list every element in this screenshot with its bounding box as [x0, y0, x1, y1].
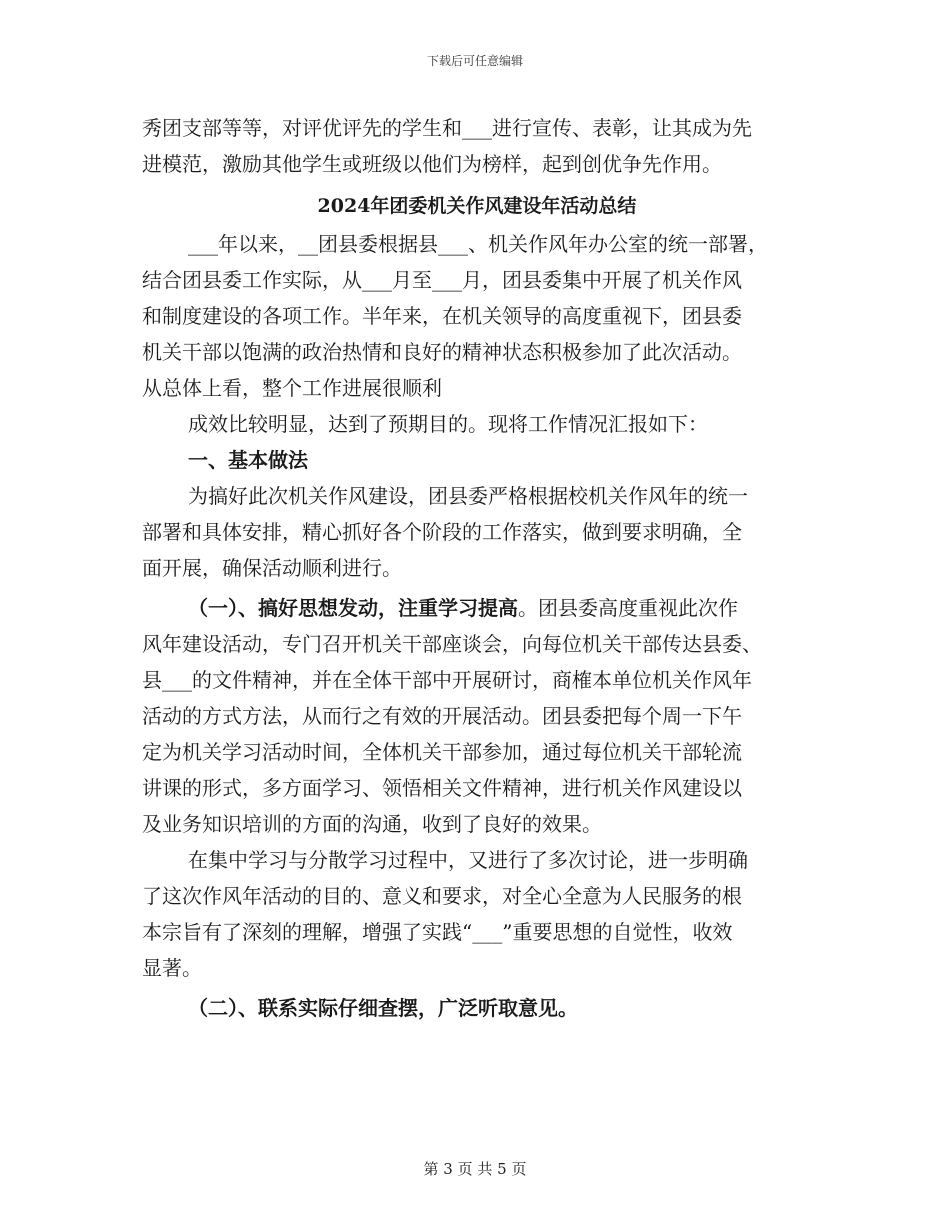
body-line: 在集中学习与分散学习过程中，又进行了多次讨论，进一步明确 — [188, 848, 748, 872]
body-line: 本宗旨有了深刻的理解，增强了实践“___”重要思想的自觉性，收效 — [142, 920, 733, 944]
document-body — [142, 110, 812, 1026]
body-line: 及业务知识培训的方面的沟通，收到了良好的效果。 — [142, 812, 602, 836]
subsection-line — [142, 590, 812, 626]
body-line: 风年建设活动，专门召开机关干部座谈会，向每位机关干部传达县委、 — [142, 632, 762, 656]
body-line: 进模范，激励其他学生或班级以他们为榜样，起到创优争先作用。 — [142, 152, 722, 176]
body-line: ___年以来，__团县委根据县___、机关作风年办公室的统一部署， — [188, 232, 768, 256]
body-line: 县___的文件精神，并在全体干部中开展研讨，商榷本单位机关作风年 — [142, 668, 752, 692]
page-number: 第 3 页 共 5 页 — [423, 1160, 527, 1178]
body-line: 和制度建设的各项工作。半年来，在机关领导的高度重视下，团县委 — [142, 304, 742, 328]
body-line: 讲课的形式，多方面学习、领悟相关文件精神，进行机关作风建设以 — [142, 776, 742, 800]
subsection-heading: （一）、搞好思想发动，注重学习提高 — [188, 596, 518, 620]
body-line: 为搞好此次机关作风建设，团县委严格根据校机关作风年的统一 — [188, 484, 748, 508]
body-line: 定为机关学习活动时间，全体机关干部参加，通过每位机关干部轮流 — [142, 740, 742, 764]
body-line: 结合团县委工作实际，从___月至___月，团县委集中开展了机关作风 — [142, 268, 742, 292]
body-line: 成效比较明显，达到了预期目的。现将工作情况汇报如下： — [188, 412, 708, 436]
section-heading: 一、基本做法 — [188, 448, 308, 472]
body-line: 从总体上看，整个工作进展很顺利 — [142, 376, 442, 400]
body-line: 面开展，确保活动顺利进行。 — [142, 556, 402, 580]
document-title: 2024年团委机关作风建设年活动总结 — [317, 195, 637, 217]
body-line: 部署和具体安排，精心抓好各个阶段的工作落实，做到要求明确，全 — [142, 520, 742, 544]
subsection-text: 。团县委高度重视此次作 — [518, 596, 738, 620]
body-line: 活动的方式方法，从而行之有效的开展活动。团县委把每个周一下午 — [142, 704, 742, 728]
page-header: 下载后可任意编辑 — [426, 54, 523, 68]
body-line: 机关干部以饱满的政治热情和良好的精神状态积极参加了此次活动。 — [142, 340, 742, 364]
body-line: 秀团支部等等，对评优评先的学生和___进行宣传、表彰，让其成为先 — [142, 116, 752, 140]
subsection-heading: （二）、联系实际仔细查摆，广泛听取意见。 — [188, 996, 578, 1020]
body-line: 了这次作风年活动的目的、意义和要求，对全心全意为人民服务的根 — [142, 884, 742, 908]
body-line: 显著。 — [142, 956, 202, 980]
